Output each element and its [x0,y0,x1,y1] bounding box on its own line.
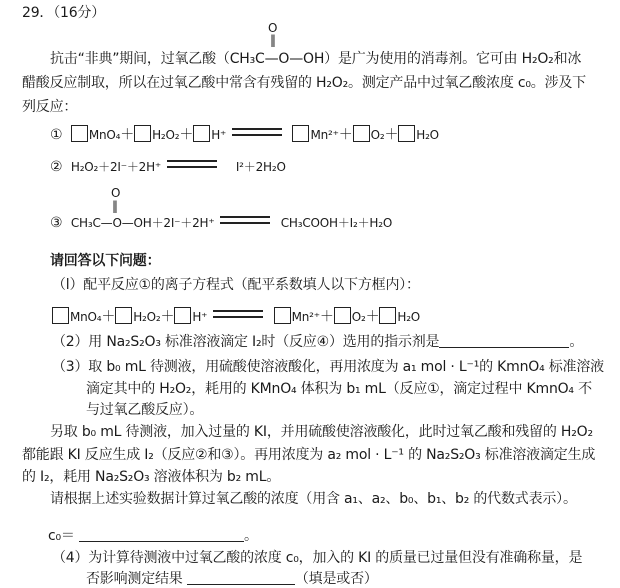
coef-box[interactable] [193,125,210,142]
eq3-o: O [111,186,121,200]
species: H⁺ [211,128,227,142]
coef-box[interactable] [398,125,415,142]
indicator-answer-blank[interactable] [439,333,569,348]
species: Mn²⁺ [310,128,339,142]
eq3-double-bond: ‖ [112,199,118,213]
answer-box-mno4[interactable] [52,307,69,324]
q2-end: 。 [569,334,584,350]
equation-2 [50,158,286,176]
c0-answer-blank[interactable] [79,527,244,542]
eq3-number: ③ [50,215,63,231]
coef-box[interactable] [134,125,151,142]
para2-line-1: 另取 b₀ mL 待测液，加入过量的 KI，并用硫酸使溶液酸化，此时过氧乙酸和残留的 H₂O₂ [50,424,593,440]
answer-box-h[interactable] [174,307,191,324]
species: Mn²⁺ [291,310,320,324]
yes-no-answer-blank[interactable] [187,570,295,585]
equals-sign [167,160,217,168]
equals-sign [213,310,263,318]
coef-box[interactable] [292,125,309,142]
eq1-number: ① [50,127,63,143]
species: MnO₄ [88,128,121,142]
species: H₂O₂ [133,310,161,324]
species: O₂ [370,128,385,142]
para2-line-3: 的 I₂，耗用 Na₂S₂O₃ 溶液体积为 b₂ mL。 [22,469,281,485]
eq2-right: I²＋2H₂O [235,160,286,174]
eq2-left: H₂O₂＋2I⁻＋2H⁺ [70,160,162,174]
eq3-right: CH₃COOH＋I₂＋H₂O [280,216,393,230]
question-3-line-3: 与过氧乙酸反应）。 [86,402,204,418]
answer-box-o2[interactable] [334,307,351,324]
question-4-line-1: （4）为计算待测液中过氧乙酸的浓度 c₀，加入的 KI 的质量已过量但没有准确称量，是 [52,550,583,566]
para2-line-2: 都能跟 KI 反应生成 I₂（反应②和③）。再用浓度为 a₂ mol · L⁻¹ 的 Na₂S₂O₃ 标准溶液滴定生成 [22,447,596,463]
question-3-line-2: 滴定其中的 H₂O₂，耗用的 KMnO₄ 体积为 b₁ mL（反应①，滴定过程中 KmnO₄ 不 [86,381,592,397]
intro-line-3: 列反应： [22,99,78,115]
eq2-number: ② [50,159,63,175]
answer-box-mn[interactable] [274,307,291,324]
equals-sign [220,216,270,224]
species: H₂O [397,310,421,324]
equals-sign [232,128,282,136]
calc-prompt: 请根据上述实验数据计算过氧乙酸的浓度（用含 a₁、a₂、b₀、b₁、b₂ 的代数式表示）。 [50,491,577,507]
q4-text: 否影响测定结果 [86,571,183,587]
q4-hint: （填是或否） [294,571,378,587]
equation-1-answer: MnO₄＋ H₂O₂＋ H⁺ Mn²⁺＋ O₂＋ H₂O [52,307,420,326]
question-1: （l）配平反应①的离子方程式（配平系数填人以下方框内）： [52,277,420,293]
c0-answer-line [48,527,258,545]
species: H₂O [416,128,439,142]
species: MnO₄ [70,310,102,324]
intro-line-2: 醋酸反应制取，所以在过氧乙酸中常含有残留的 H₂O₂。测定产品中过氧乙酸浓度 c₀。涉及下 [22,75,586,91]
q2-text: （2）用 Na₂S₂O₃ 标准溶液滴定 I₂时（反应④）选用的指示剂是 [52,334,440,350]
species: H⁺ [192,310,208,324]
equation-1: ① MnO₄＋ H₂O₂＋ H⁺ Mn²⁺＋ O₂＋ H₂O [50,127,439,143]
structure-o: O [268,21,278,35]
question-3-line-1: （3）取 b₀ mL 待测液，用硫酸使溶液酸化，再用浓度为 a₁ mol · L⁻¹的 KmnO₄ 标准溶液 [52,359,604,375]
equation-3 [50,214,392,232]
species: O₂ [351,310,366,324]
coef-box[interactable] [353,125,370,142]
coef-box[interactable] [71,125,88,142]
eq3-left: CH₃C—O—OH＋2I⁻＋2H⁺ [70,216,215,230]
answer-box-h2o2[interactable] [115,307,132,324]
questions-heading: 请回答以下问题： [50,253,161,269]
intro-line-1: 抗击“非典”期间，过氧乙酸（CH₃C—O—OH）是广为使用的消毒剂。它可由 H₂O₂和冰 [50,51,582,67]
question-4-line-2 [86,570,378,588]
question-title: 29．（16分） [22,5,106,21]
c0-end: 。 [243,528,258,544]
answer-box-h2o[interactable] [379,307,396,324]
question-2 [52,333,583,351]
c0-label: c₀＝ [48,528,75,544]
species: H₂O₂ [152,128,180,142]
structure-double-bond: ‖ [270,33,276,47]
